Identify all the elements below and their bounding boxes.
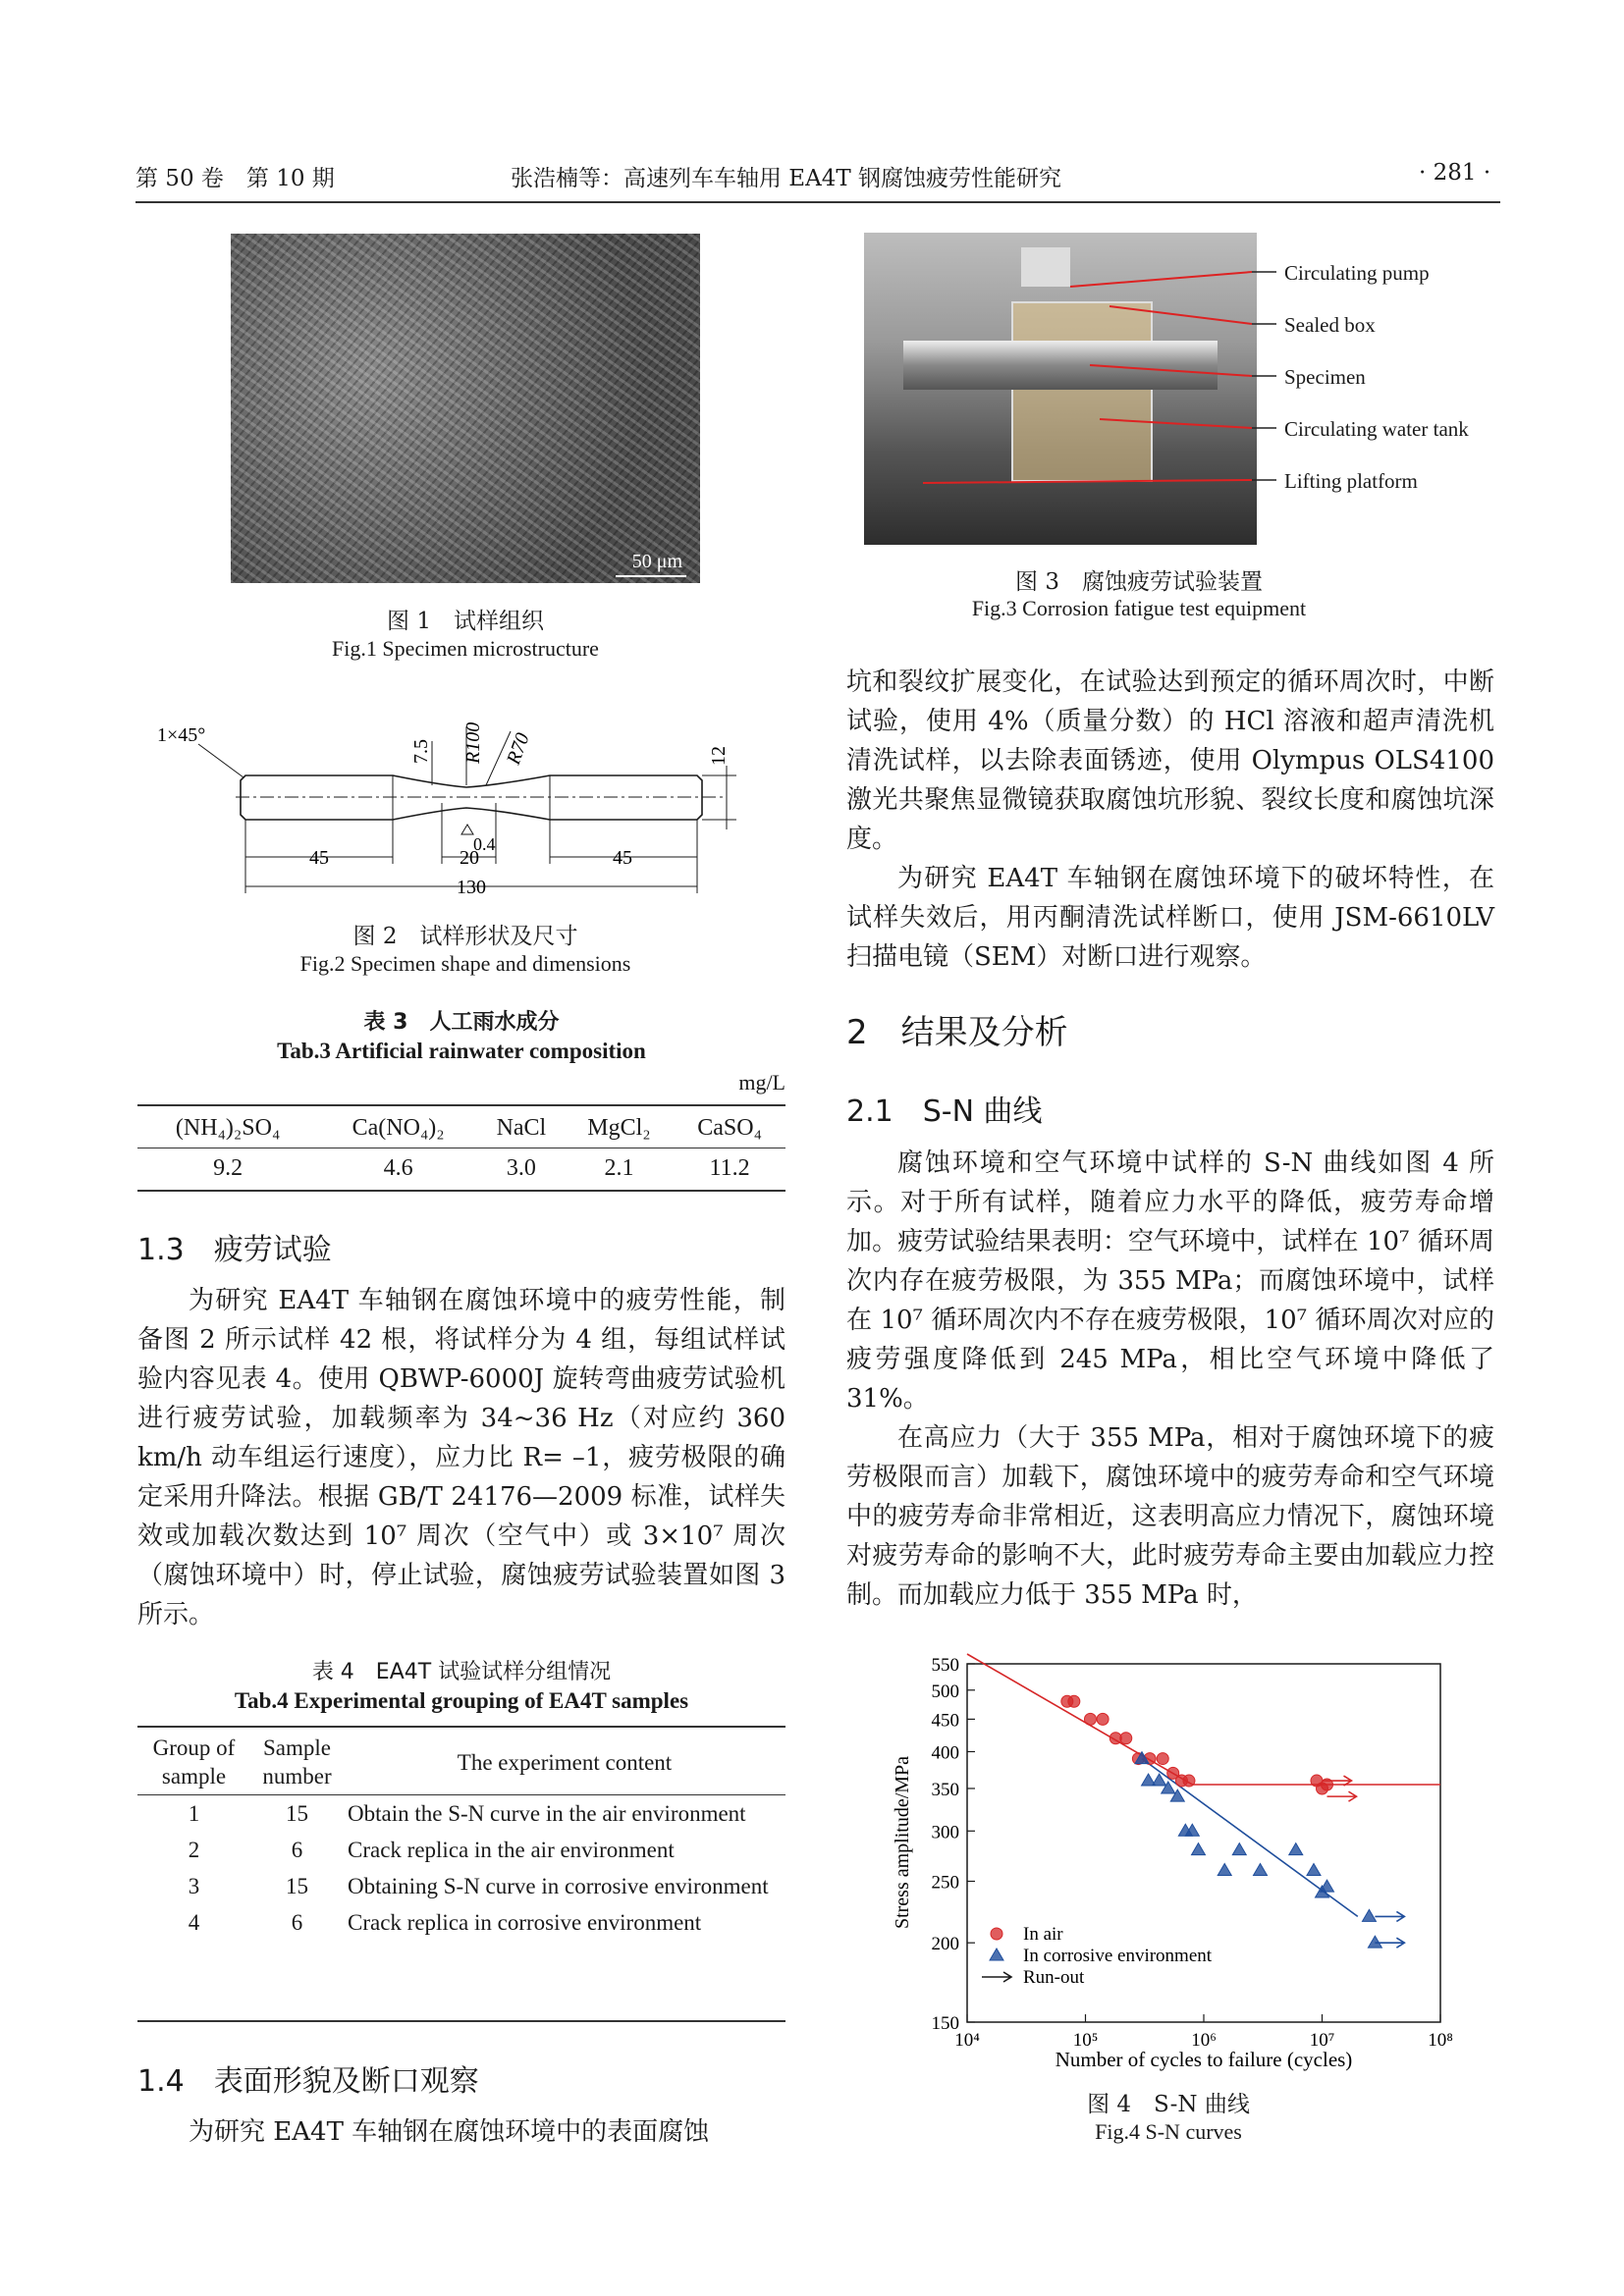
x-tick-label: 10⁷	[1309, 2030, 1335, 2051]
specimen-drawing	[147, 687, 776, 913]
table4-header: The experiment content	[457, 1749, 673, 1775]
table3-title-en: Tab.3 Artificial rainwater composition	[277, 1039, 646, 1063]
right-column-text	[846, 663, 1494, 977]
fig3-caption-en: Fig.3 Corrosion fatigue test equipment	[971, 596, 1307, 620]
dim-45-right: 45	[613, 847, 632, 869]
header-volume: 第 50 卷 第 10 期	[135, 166, 335, 191]
table3-header: NaCl	[496, 1114, 547, 1141]
x-tick-label: 10⁸	[1428, 2030, 1453, 2051]
dim-7-5: 7.5	[410, 739, 432, 764]
paragraph: 在高应力（大于 355 MPa，相对于腐蚀环境下的疲劳极限而言）加载下，腐蚀环境中的疲劳寿命和空气环境中的疲劳寿命非常相近，这表明高应力情况下，腐蚀环境对疲劳寿命的影响不大，此时疲劳寿命主要由加载应力控制。而加载应力低于 355 MPa 时，	[846, 1423, 1494, 1610]
table3-header: MgCl₂	[587, 1114, 651, 1141]
table4-content: Crack replica in corrosive environment	[348, 1910, 702, 1935]
data-point	[1253, 1863, 1267, 1875]
radius-70: R70	[503, 729, 534, 768]
legend-entry: In air	[1023, 1924, 1063, 1945]
dim-45-left: 45	[309, 847, 329, 869]
data-point	[1157, 1753, 1168, 1765]
data-point	[1183, 1775, 1195, 1787]
table3-header-row	[137, 1108, 785, 1148]
table4-number: 15	[286, 1874, 308, 1898]
fig2-caption-en: Fig.2 Specimen shape and dimensions	[299, 951, 631, 976]
dim-130: 130	[457, 877, 486, 898]
y-tick-label: 300	[931, 1822, 959, 1843]
fig1-caption-en: Fig.1 Specimen microstructure	[332, 636, 599, 661]
y-tick-label: 400	[931, 1742, 959, 1764]
scale-bar	[616, 575, 686, 577]
table4-header: Sample number	[262, 1735, 332, 1789]
y-tick-label: 250	[931, 1872, 959, 1894]
x-tick-label: 10⁶	[1191, 2030, 1217, 2051]
header-title: 张浩楠等：高速列车车轴用 EA4T 钢腐蚀疲劳性能研究	[511, 166, 1061, 191]
paragraph: 腐蚀环境和空气环境中试样的 S-N 曲线如图 4 所示。对于所有试样，随着应力水平的降低，疲劳寿命增加。疲劳试验结果表明：空气环境中，试样在 10⁷ 循环周次内存在疲劳极限，为 355 MPa；而腐蚀环境中，试样在 10⁷ 循环周次内不存在疲劳极限，10⁷ 循环周次对应的疲劳强度降低到 245 MPa，相比空气环境中降低了 31%。	[846, 1148, 1494, 1414]
label-specimen: Specimen	[1284, 365, 1366, 389]
table4-bottom-rule	[137, 2020, 785, 2022]
label-circulating-pump: Circulating pump	[1284, 261, 1430, 285]
data-point	[1232, 1843, 1246, 1855]
paragraph: 为研究 EA4T 车轴钢在腐蚀环境下的破坏特性，在试样失效后，用丙酮清洗试样断口，使用 JSM-6610LV 扫描电镜（SEM）对断口进行观察。	[846, 864, 1494, 972]
table3-value: 2.1	[604, 1154, 634, 1181]
sn-curve-chart	[864, 1634, 1473, 2076]
table3-header: (NH₄)₂SO₄	[175, 1114, 281, 1141]
paragraph: 坑和裂纹扩展变化，在试验达到预定的循环周次时，中断试验，使用 4%（质量分数）的 HCl 溶液和超声清洗机清洗试样，以去除表面锈迹，使用 Olympus OLS4100 激光共聚焦显微镜获取腐蚀坑形貌、裂纹长度和腐蚀坑深度。	[846, 667, 1494, 854]
table4-title-en: Tab.4 Experimental grouping of EA4T samples	[234, 1688, 689, 1713]
header-rule	[135, 201, 1500, 203]
table3	[137, 1108, 785, 1188]
data-point	[1326, 1791, 1356, 1801]
radius-100: R100	[462, 721, 484, 764]
table4-group: 3	[188, 1874, 200, 1898]
legend-marker	[990, 1949, 1003, 1960]
section-1-4-body	[137, 2112, 785, 2152]
table4-content: Obtaining S-N curve in corrosive environment	[348, 1874, 769, 1898]
y-axis-label: Stress amplitude/MPa	[892, 1755, 913, 1930]
fig4-caption-cn: 图 4 S-N 曲线	[1087, 2092, 1250, 2117]
data-point	[1191, 1843, 1205, 1855]
table3-value: 9.2	[213, 1154, 244, 1181]
table4-group: 2	[188, 1838, 200, 1862]
table4-header: Group of sample	[152, 1735, 236, 1789]
table3-value-row	[137, 1148, 785, 1189]
data-point	[1218, 1863, 1231, 1875]
table3-bottom-rule	[137, 1190, 785, 1192]
table4-header-row	[137, 1730, 785, 1795]
fig2-caption-cn: 图 2 试样形状及尺寸	[352, 924, 578, 949]
table3-header: CaSO₄	[697, 1114, 762, 1141]
y-tick-label: 500	[931, 1681, 959, 1702]
table3-header: Ca(NO₄)₂	[352, 1114, 445, 1141]
y-tick-label: 200	[931, 1934, 959, 1955]
table4-number: 15	[286, 1801, 308, 1826]
label-lifting-platform: Lifting platform	[1284, 469, 1418, 493]
dim-20: 20	[460, 847, 479, 869]
data-point	[1368, 1936, 1381, 1948]
dim-12: 12	[708, 746, 730, 766]
table4-number: 6	[291, 1910, 303, 1935]
legend-entry: Run-out	[1023, 1967, 1085, 1988]
microstructure-image	[231, 234, 700, 583]
table4-title-cn: 表 4 EA4T 试验试样分组情况	[311, 1660, 612, 1684]
data-point	[1097, 1713, 1109, 1725]
data-point	[1289, 1843, 1303, 1855]
table4	[137, 1730, 785, 1941]
x-tick-label: 10⁵	[1072, 2030, 1099, 2051]
data-point	[1362, 1909, 1376, 1921]
table4-number: 6	[291, 1838, 303, 1862]
table-row	[137, 1795, 785, 1833]
table-row	[137, 1868, 785, 1904]
section-2-1-body	[846, 1144, 1494, 1615]
legend-entry: In corrosive environment	[1023, 1946, 1213, 1966]
data-point	[1068, 1695, 1080, 1707]
y-tick-label: 150	[931, 2013, 959, 2034]
fit-line	[967, 1654, 1440, 1785]
fig4-caption-en: Fig.4 S-N curves	[1095, 2119, 1242, 2144]
legend-marker	[982, 1972, 1011, 1982]
table3-value: 3.0	[506, 1154, 536, 1181]
table3-value: 4.6	[383, 1154, 413, 1181]
section-1-4-heading: 1.4 表面形貌及断口观察	[137, 2064, 479, 2099]
table4-group: 4	[188, 1910, 200, 1935]
data-point	[1084, 1713, 1096, 1725]
label-sealed-box: Sealed box	[1284, 313, 1376, 337]
x-tick-label: 10⁴	[954, 2030, 980, 2051]
table3-unit: mg/L	[738, 1070, 785, 1095]
table-row	[137, 1904, 785, 1941]
table3-value: 11.2	[709, 1154, 750, 1181]
y-tick-label: 350	[931, 1779, 959, 1800]
table4-content: Crack replica in the air environment	[348, 1838, 675, 1862]
fig1-caption-cn: 图 1 试样组织	[387, 609, 544, 634]
table4-group: 1	[188, 1801, 200, 1826]
table-row	[137, 1832, 785, 1868]
paragraph: 为研究 EA4T 车轴钢在腐蚀环境中的表面腐蚀	[189, 2117, 710, 2147]
roughness-label: 0.4	[473, 834, 496, 854]
y-tick-label: 450	[931, 1710, 959, 1732]
header-page: · 281 ·	[1419, 160, 1491, 186]
table3-top-rule	[137, 1104, 785, 1106]
scale-bar-label: 50 μm	[631, 551, 682, 572]
chamfer-label: 1×45°	[157, 724, 206, 746]
section-2-1-heading: 2.1 S-N 曲线	[846, 1095, 1043, 1129]
section-2-heading: 2 结果及分析	[846, 1013, 1068, 1052]
section-1-3-heading: 1.3 疲劳试验	[137, 1233, 332, 1267]
data-point	[1307, 1863, 1321, 1875]
table4-content: Obtain the S-N curve in the air environment	[348, 1801, 746, 1826]
x-axis-label: Number of cycles to failure (cycles)	[1055, 2048, 1353, 2071]
legend-marker	[991, 1928, 1002, 1940]
data-point	[1375, 1911, 1404, 1921]
y-tick-label: 550	[931, 1655, 959, 1676]
table3-title-cn: 表 3 人工雨水成分	[363, 1010, 560, 1035]
fig3-caption-cn: 图 3 腐蚀疲劳试验装置	[1015, 569, 1263, 595]
label-circulating-water-tank: Circulating water tank	[1284, 417, 1469, 441]
table4-top-rule	[137, 1726, 785, 1728]
section-1-3-body	[137, 1281, 785, 1634]
data-point	[1120, 1733, 1132, 1744]
paragraph: 为研究 EA4T 车轴钢在腐蚀环境中的疲劳性能，制备图 2 所示试样 42 根，将试样分为 4 组，每组试样试验内容见表 4。使用 QBWP-6000J 旋转弯曲疲劳试验机进行疲劳试验，加载频率为 34~36 Hz（对应约 360 km/h 动车组运行速度），应力比 R= –1，疲劳极限的确定采用升降法。根据 GB/T 24176—2009 标准，试样失效或加载次数达到 10⁷ 周次（空气中）或 3×10⁷ 周次（腐蚀环境中）时，停止试验，腐蚀疲劳试验装置如图 3 所示。	[137, 1286, 785, 1629]
